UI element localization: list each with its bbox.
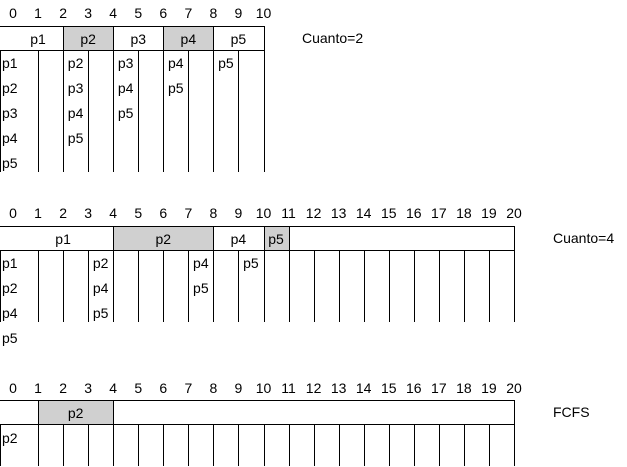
gantt-left-line (0, 250, 1, 322)
gantt-top-line (0, 26, 265, 27)
gantt-bottom-line (0, 424, 515, 425)
tick-label: 18 (456, 380, 472, 396)
tick-label: 19 (481, 380, 497, 396)
tick-label: 5 (134, 380, 143, 396)
gantt-column-line (264, 226, 265, 322)
gantt-column-line (188, 424, 189, 466)
queue-item: p2 (2, 80, 18, 96)
gantt-block-label-p4: p4 (230, 231, 247, 247)
tick-label: 8 (209, 205, 218, 221)
gantt-column-line (238, 50, 239, 172)
tick-label: 2 (59, 380, 67, 396)
queue-item: p4 (2, 130, 18, 146)
tick-label: 16 (406, 380, 422, 396)
tick-label: 5 (134, 5, 143, 21)
queue-item: p3 (67, 80, 84, 96)
gantt-column-line (88, 50, 89, 172)
gantt-column-line (213, 26, 214, 172)
tick-label: 6 (159, 205, 168, 221)
queue-item: p2 (67, 55, 84, 71)
gantt-column-line (188, 50, 189, 172)
gantt-top-line (0, 400, 515, 401)
tick-label: 3 (84, 380, 93, 396)
tick-label: 15 (380, 205, 397, 221)
gantt-top-line (0, 226, 515, 227)
gantt-column-line (238, 424, 239, 466)
gantt-column-line (489, 250, 490, 322)
tick-label: 4 (109, 380, 118, 396)
tick-label: 12 (305, 205, 322, 221)
gantt-bottom-line (0, 250, 515, 251)
tick-label: 8 (209, 5, 218, 21)
tick-label: 20 (506, 380, 522, 396)
tick-label: 3 (84, 205, 93, 221)
gantt-column-line (514, 400, 515, 466)
tick-label: 0 (9, 5, 17, 21)
gantt-column-line (163, 250, 164, 322)
gantt-column-line (464, 424, 465, 466)
queue-item: p5 (218, 55, 234, 71)
tick-label: 0 (9, 205, 17, 221)
gantt-column-line (63, 250, 64, 322)
tick-label: 17 (431, 380, 447, 396)
tick-label: 11 (281, 380, 296, 396)
gantt-column-line (138, 250, 139, 322)
gantt-column-line (389, 424, 390, 466)
gantt-column-line (38, 400, 39, 466)
gantt-column-line (289, 226, 290, 322)
gantt-column-line (188, 250, 189, 322)
diagram-label: FCFS (553, 404, 590, 420)
gantt-column-line (389, 250, 390, 322)
tick-label: 1 (34, 5, 42, 21)
gantt-left-line (0, 50, 1, 172)
gantt-column-line (514, 226, 515, 322)
gantt-block-label-p5: p5 (230, 31, 247, 47)
tick-label: 14 (355, 205, 372, 221)
queue-item: p5 (117, 105, 134, 121)
gantt-column-line (138, 424, 139, 466)
queue-item: p2 (92, 255, 109, 271)
gantt-column-line (63, 26, 64, 172)
queue-item: p5 (92, 305, 109, 321)
tick-label: 3 (84, 5, 93, 21)
tick-label: 7 (184, 5, 193, 21)
tick-label: 11 (281, 205, 296, 221)
gantt-column-line (339, 250, 340, 322)
queue-item: p3 (117, 55, 134, 71)
gantt-column-line (264, 424, 265, 466)
gantt-column-line (238, 250, 239, 322)
tick-label: 8 (209, 380, 218, 396)
gantt-bottom-line (0, 50, 265, 51)
tick-label: 2 (59, 5, 67, 21)
gantt-left-line (0, 424, 1, 466)
queue-item: p5 (2, 155, 18, 171)
gantt-column-line (213, 424, 214, 466)
gantt-block-label-p3: p3 (130, 31, 147, 47)
tick-label: 6 (159, 380, 168, 396)
gantt-column-line (138, 50, 139, 172)
tick-label: 20 (506, 205, 522, 221)
tick-label: 17 (431, 205, 447, 221)
queue-item: p1 (2, 55, 18, 71)
queue-item: p1 (2, 255, 18, 271)
gantt-column-line (213, 226, 214, 322)
queue-item: p4 (168, 55, 184, 71)
tick-label: 4 (109, 205, 118, 221)
tick-label: 10 (255, 5, 272, 21)
queue-item: p4 (193, 255, 209, 271)
gantt-column-line (314, 424, 315, 466)
tick-label: 16 (406, 205, 422, 221)
tick-label: 7 (184, 380, 193, 396)
queue-item: p4 (92, 280, 109, 296)
tick-label: 5 (134, 205, 143, 221)
diagram-label: Cuanto=4 (553, 230, 615, 246)
gantt-column-line (113, 226, 114, 322)
tick-label: 14 (355, 380, 372, 396)
diagram-label: Cuanto=2 (302, 30, 364, 46)
queue-item: p5 (2, 330, 18, 346)
tick-label: 18 (456, 205, 472, 221)
queue-item: p5 (193, 280, 209, 296)
gantt-column-line (163, 26, 164, 172)
tick-label: 10 (255, 380, 272, 396)
gantt-block-label-p2: p2 (67, 405, 84, 421)
tick-label: 9 (234, 5, 243, 21)
gantt-block-label-p2: p2 (155, 231, 172, 247)
gantt-block-label-p2: p2 (80, 31, 96, 47)
gantt-column-line (464, 250, 465, 322)
tick-label: 15 (380, 380, 397, 396)
tick-label: 9 (234, 205, 243, 221)
gantt-column-line (163, 424, 164, 466)
gantt-column-line (364, 250, 365, 322)
gantt-block-label-p1: p1 (30, 31, 46, 47)
tick-label: 1 (34, 205, 42, 221)
gantt-column-line (439, 424, 440, 466)
tick-label: 6 (159, 5, 168, 21)
tick-label: 13 (330, 205, 347, 221)
queue-item: p4 (67, 105, 84, 121)
gantt-column-line (489, 424, 490, 466)
gantt-column-line (339, 424, 340, 466)
queue-item: p2 (2, 280, 18, 296)
queue-item: p5 (168, 80, 184, 96)
tick-label: 4 (109, 5, 118, 21)
gantt-column-line (38, 250, 39, 322)
tick-label: 0 (9, 380, 17, 396)
queue-item: p4 (2, 305, 18, 321)
queue-item: p3 (2, 105, 18, 121)
gantt-column-line (88, 250, 89, 322)
tick-label: 1 (34, 380, 42, 396)
gantt-column-line (113, 26, 114, 172)
queue-item: p2 (2, 430, 18, 446)
tick-label: 10 (255, 205, 272, 221)
tick-label: 12 (305, 380, 322, 396)
gantt-column-line (439, 250, 440, 322)
queue-item: p5 (243, 255, 259, 271)
queue-item: p5 (67, 130, 84, 146)
gantt-column-line (38, 50, 39, 172)
gantt-column-line (414, 424, 415, 466)
gantt-column-line (314, 250, 315, 322)
gantt-column-line (63, 424, 64, 466)
gantt-block-label-p5: p5 (268, 231, 284, 247)
gantt-column-line (364, 424, 365, 466)
gantt-block-label-p4: p4 (180, 31, 197, 47)
gantt-column-line (264, 26, 265, 172)
tick-label: 13 (330, 380, 347, 396)
gantt-block-label-p1: p1 (55, 231, 71, 247)
gantt-column-line (113, 400, 114, 466)
tick-label: 2 (59, 205, 67, 221)
gantt-column-line (414, 250, 415, 322)
tick-label: 9 (234, 380, 243, 396)
gantt-column-line (88, 424, 89, 466)
gantt-column-line (289, 424, 290, 466)
tick-label: 7 (184, 205, 193, 221)
tick-label: 19 (481, 205, 497, 221)
queue-item: p4 (117, 80, 134, 96)
